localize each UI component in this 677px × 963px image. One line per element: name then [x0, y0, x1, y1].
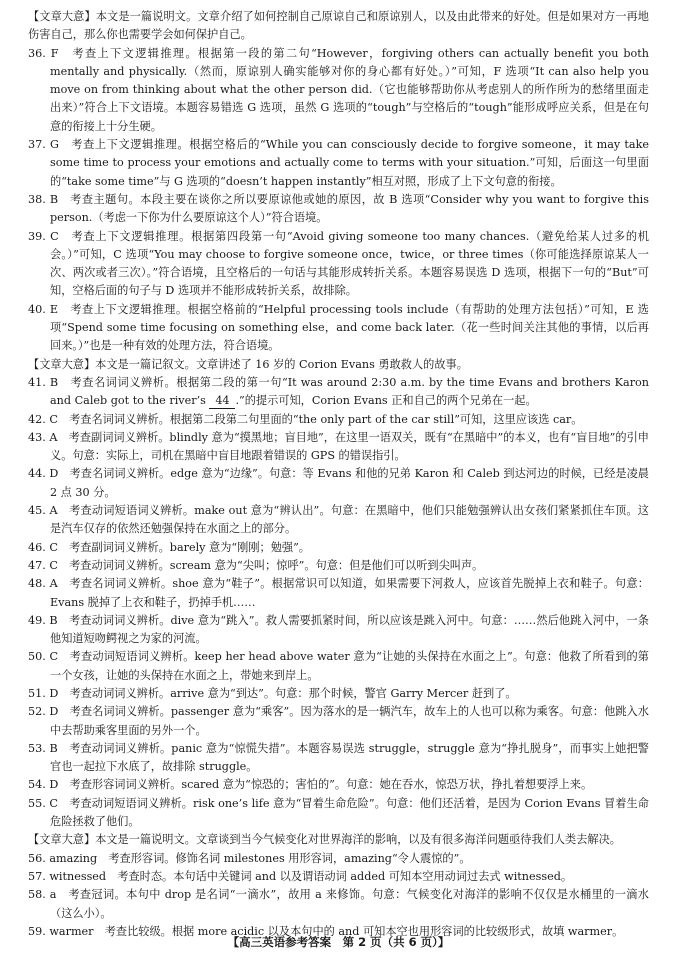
answer-56: 56. amazing 考查形容词。修饰名词 milestones 用形容词，amazing“令人震惊的”。 [28, 851, 471, 865]
answer-58: 58. a 考查冠词。本句中 drop 是名词“一滴水”，故用 a 来修饰。句意：气候变化对海洋的影响不仅仅是水桶里的一滴水（这么小）。 [28, 888, 649, 920]
answer-37: 37. G 考查上下文逻辑推理。根据空格后的“While you can consciously decide to forgive someone，it may take some time to process your emotions and actually come to terms with your situation.”可知，后面这一句里面的“take some time”与 G 选项的“doesn’t happen instantly”相互对照，形成了上下文句意的衔接。 [28, 138, 649, 188]
answer-41-blank: 44 [209, 394, 235, 409]
answer-51: 51. D 考查动词词义辨析。arrive 意为“到达”。句意：那个时候，警官 Garry Mercer 赶到了。 [28, 686, 517, 700]
answer-55: 55. C 考查动词短语词义辨析。risk one’s life 意为“冒着生命危险”。句意：他们还活着，是因为 Corion Evans 冒着生命危险拯救了他们。 [28, 796, 649, 829]
answer-41-tail: .”的提示可知，Corion Evans 正和自己的两个兄弟在一起。 [235, 394, 537, 408]
answer-45: 45. A 考查动词短语词义辨析。make out 意为“辨认出”。句意：在黑暗中，他们只能勉强辨认出女孩们紧紧抓住车顶。这是汽车仅存的依然还勉强保持在水面之上的部分。 [28, 504, 649, 536]
answer-43: 43. A 考查副词词义辨析。blindly 意为“摸黑地；盲目地”，在这里一语双关，既有“在黑暗中”的本义，也有“盲目地”的引申义。句意：实际上，司机在黑暗中盲目地跟着错误的 GPS 的错误指引。 [28, 430, 649, 463]
passage-summary-3: 【文章大意】本文是一篇说明文。文章谈到当今气候变化对世界海洋的影响，以及有很多海洋问题亟待我们人类去解决。 [28, 833, 621, 847]
answer-59: 59. warmer 考查比较级。根据 more acidic 以及本句中的 and 可知本空也用形容词的比较级形式，故填 warmer。 [28, 924, 624, 938]
answer-38: 38. B 考查主题句。本段主要在谈你之所以要原谅他或她的原因，故 B 选项“Consider why you want to forgive this person.（考虑一下你为什么要原谅这个人）”符合语境。 [28, 192, 649, 225]
answer-53: 53. B 考查动词词义辨析。panic 意为“惊慌失措”。本题容易误选 struggle，struggle 意为“挣扎脱身”，而事实上她把警官也一起拉下水底了，故排除 struggle。 [28, 741, 649, 774]
answer-44: 44. D 考查名词词义辨析。edge 意为“边缘”。句意：等 Evans 和他的兄弟 Karon 和 Caleb 到达河边的时候，已经是凌晨 2 点 30 分。 [28, 467, 649, 499]
answer-57: 57. witnessed 考查时态。本句话中关键词 and 以及谓语动词 added 可知本空用动词过去式 witnessed。 [28, 869, 573, 883]
passage-summary-1: 【文章大意】本文是一篇说明文。文章介绍了如何控制自己原谅自己和原谅别人，以及由此带来的好处。但是如果对方一再地伤害自己，那么你也需要学会如何保护自己。 [28, 10, 649, 42]
answer-48: 48. A 考查名词词义辨析。shoe 意为“鞋子”。根据常识可以知道，如果需要下河救人，应该首先脱掉上衣和鞋子。句意：Evans 脱掉了上衣和鞋子，扔掉手机…… [28, 577, 649, 609]
answer-50: 50. C 考查动词短语词义辨析。keep her head above water 意为“让她的头保持在水面之上”。句意：他救了所看到的第一个女孩，让她的头保持在水面之上，带她来到岸上。 [28, 650, 649, 682]
answer-41 [28, 374, 649, 411]
answer-54: 54. D 考查形容词词义辨析。scared 意为“惊恐的；害怕的”。句意：她在吞水，惊恐万状，挣扎着想要浮上来。 [28, 778, 593, 792]
answer-39: 39. C 考查上下文逻辑推理。根据第四段第一句“Avoid giving someone too many chances.（避免给某人过多的机会。）”可知，C 选项“You may choose to forgive someone once，twice，or three times（你可能选择原谅某人一次、两次或者三次）。”符合语境，且空格后的一句话与其能形成转折关系。本题容易误选 D 选项，根据下一句的“But”可知，空格后面的句子与 D 选项并不能形成转折关系，故排除。 [28, 229, 649, 298]
answer-49: 49. B 考查动词词义辨析。dive 意为“跳入”。救人需要抓紧时间，所以应该是跳入河中。句意：……然后他跳入河中，一条他知道短吻鳄视之为家的河流。 [28, 613, 649, 646]
passage-summary-2: 【文章大意】本文是一篇记叙文。文章讲述了 16 岁的 Corion Evans 勇敢救人的故事。 [28, 357, 468, 371]
answer-46: 46. C 考查副词词义辨析。barely 意为“刚刚；勉强”。 [28, 540, 310, 554]
answer-40: 40. E 考查上下文逻辑推理。根据空格前的“Helpful processing tools include（有帮助的处理方法包括）”可知，E 选项“Spend some time focusing on something else，and come back later.（花一些时间关注其他的事情，以后再回来。）”也是一种有效的处理方法，符合语境。 [28, 302, 649, 353]
answer-52: 52. D 考查名词词义辨析。passenger 意为“乘客”。因为落水的是一辆汽车，故车上的人也可以称为乘客。句意：他跳入水中去帮助乘客里面的另外一个。 [28, 705, 649, 737]
answer-42: 42. C 考查名词词义辨析。根据第二段第二句里面的“the only part of the car still”可知，这里应该选 car。 [28, 412, 583, 426]
answer-36: 36. F 考查上下文逻辑推理。根据第一段的第二句“However，forgiving others can actually benefit you both mentally and physically.（然而，原谅别人确实能够对你的身心都有好处。）”可知，F 选项“It can also help you move on from thinking about what the other person did.（它也能够帮助你从考虑别人的所作所为的愁绪里面走出来）”符合上下文语境。本题容易错选 G 选项，虽然 G 选项的“tough”与空格后的“tough”能形成呼应关系，但是在句意的衔接上十分生硬。 [28, 46, 649, 133]
answer-41-text: 41. B 考查名词词义辨析。根据第二段的第一句“It was around 2:30 a.m. by the time Evans and brothers Karon and Caleb got to the river’s [28, 375, 649, 408]
answer-47: 47. C 考查动词词义辨析。scream 意为“尖叫；惊呼”。句意：但是他们可以听到尖叫声。 [28, 558, 484, 572]
page-footer: 【高三英语参考答案 第 2 页（共 6 页）】 [227, 934, 450, 949]
